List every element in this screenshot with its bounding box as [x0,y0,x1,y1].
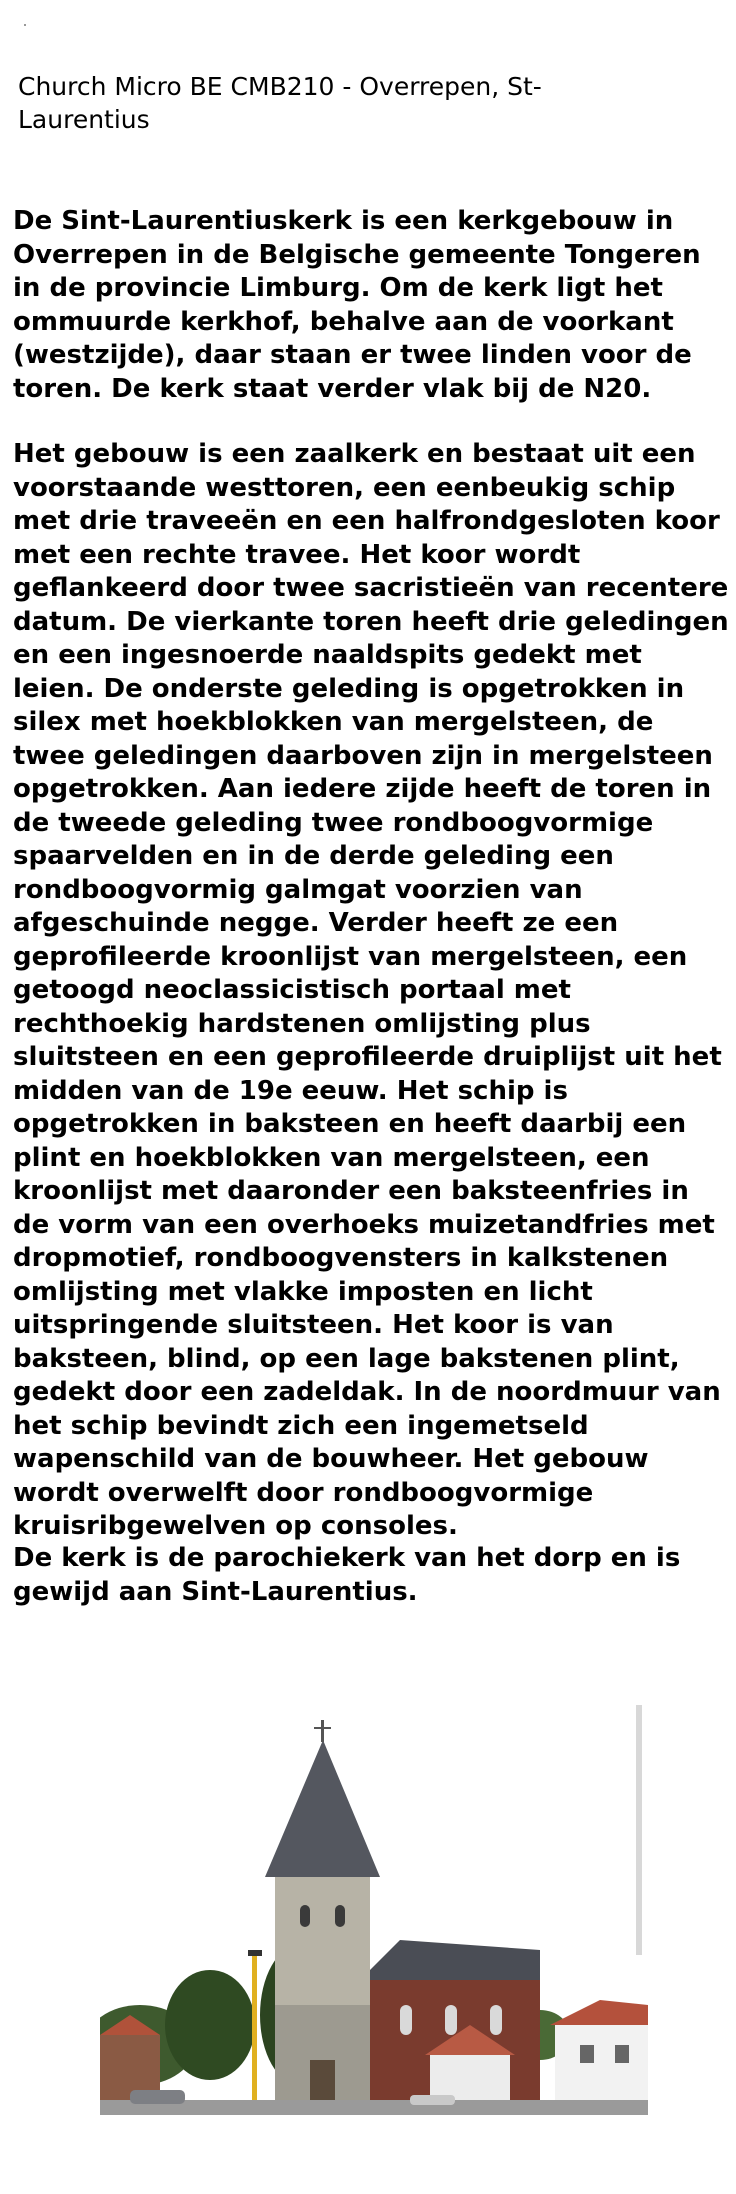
paragraph-description: Het gebouw is een zaalkerk en bestaat uit een voorstaande westtoren, een eenbeukig schip met drie traveeën en een halfrondgesloten koor met een rechte travee. Het koor wordt geflankeerd door twee sacristieën van recentere datum. De vierkante toren heeft drie geledingen en een ingesnoerde naaldspits gedekt met leien. De onderste geleding is opgetrokken in silex met hoekblokken van mergelsteen, de twee geledingen daarboven zijn in mergelsteen opgetrokken. Aan iedere zijde heeft de toren in de tweede geleding twee rondboogvormige spaarvelden en in de derde geleding een rondboogvormig galmgat voorzien van afgeschuinde negge. Verder heeft ze een geprofileerde kroonlijst van mergelsteen, een getoogd neoclassicistisch portaal met rechthoekig hardstenen omlijsting plus sluitsteen en een geprofileerde druiplijst uit het midden van de 19e eeuw. Het schip is opgetrokken in baksteen en heeft daarbij een plint en hoekblokken van mergelsteen, een kroonlijst met daaronder een baksteenfries in de vorm van een overhoeks muizetandfries met dropmotief, rondboogvensters in kalkstenen omlijsting met vlakke imposten en licht uitspringende sluitsteen. Het koor is van baksteen, blind, op een lage bakstenen plint, gedekt door een zadeldak. In de noordmuur van het schip bevindt zich een ingemetseld wapenschild van de bouwheer. Het gebouw wordt overwelft door rondboogvormige kruisribgewelven op consoles. [13,439,729,1541]
page-title: Church Micro BE CMB210 - Overrepen, St-Laurentius [18,72,542,134]
corner-mark [24,24,26,26]
paragraph-parish: De kerk is de parochiekerk van het dorp en is gewijd aan Sint-Laurentius. [13,1543,681,1607]
church-photo [100,1705,648,2115]
paragraph-intro: De Sint-Laurentiuskerk is een kerkgebouw in Overrepen in de Belgische gemeente Tongeren in de provincie Limburg. Om de kerk ligt het ommuurde kerkhof, behalve aan de voorkant (westzijde), daar staan er twee linden voor de toren. De kerk staat verder vlak bij de N20. [13,206,701,404]
